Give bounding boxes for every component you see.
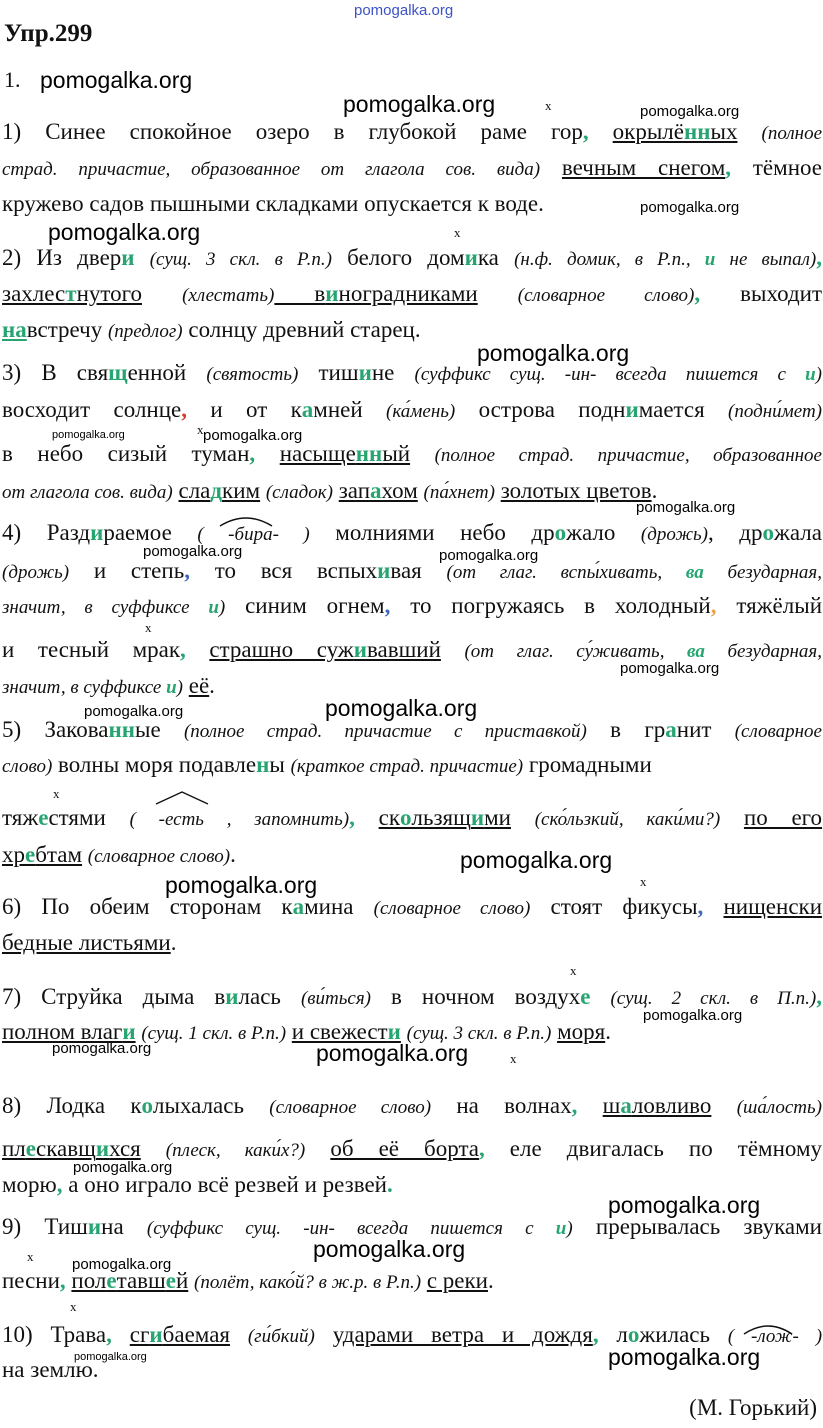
sentence-7-line-2: полном влаги (сущ. 1 скл. в Р.п.) и свежести (сущ. 3 скл. в Р.п.) моря. [2,1019,611,1044]
sentence-3-line-3: в небо сизый туман, насыщенный (полное страд. причастие, образованное [2,441,822,466]
sentence-9-line-1: 9) Тишина (суффикс сущ. -ин- всегда пишется с и) прерывалась звуками [2,1214,822,1239]
watermark: pomogalka.org [316,1040,469,1066]
sentence-5-line-4: хребтам (словарное слово). [2,842,236,867]
watermark: pomogalka.org [460,847,613,873]
watermark: pomogalka.org [74,1351,147,1363]
watermark: pomogalka.org [52,429,125,441]
sentence-6-line-2: бедные листьями. [2,930,177,955]
part-number: 1. [4,67,21,92]
sentence-10-line-2: на землю. [2,1357,99,1382]
watermark: pomogalka.org [165,872,318,898]
watermark: pomogalka.org [643,1007,743,1024]
sentence-2-line-1: 2) Из двери (сущ. 3 скл. в Р.п.) белого домика (н.ф. домик, в Р.п., и не выпал), [2,245,823,270]
sentence-4-line-1: 4) Раздираемое ( -бира- ) молниями небо дрожало (дрожь), дрожала [2,520,822,545]
watermark: pomogalka.org [84,703,184,720]
sentence-4-line-4: и тесный мрак, страшно суживавший (от глаг. су́живать, ва безударная, [2,637,822,662]
watermark: pomogalka.org [640,199,740,216]
sentence-1-line-2: страд. причастие, образованное от глагола сов. вида) вечным снегом, тёмное [2,155,822,180]
x-mark: x [510,1051,517,1066]
x-mark: x [145,620,152,635]
sentence-10-line-1: 10) Трава, сгибаемая (ги́бкий) ударами ветра и дождя, ложилась ( -лож- ) [2,1322,823,1347]
watermark: pomogalka.org [203,427,303,444]
watermark: pomogalka.org [620,660,720,677]
sentence-1-line-1: 1) Синее спокойное озеро в глубокой раме гор, окрылённых (полное [2,119,823,144]
sentence-9-line-2: песни, полетавшей (полёт, како́й? в ж.р. в Р.п.) с реки. [2,1268,494,1293]
watermark: pomogalka.org [325,695,478,721]
sentence-3-line-1: 3) В священной (святость) тишине (суффикс сущ. -ин- всегда пишется с и) [2,360,822,385]
watermark: pomogalka.org [73,1159,173,1176]
x-mark: x [545,98,552,113]
watermark: pomogalka.org [40,67,193,93]
sentence-5-line-3: тяжестями ( -есть , запомнить), скользящими (ско́льзкий, каки́ми?) по его [2,805,823,830]
sentence-6-line-1: 6) По обеим сторонам камина (словарное слово) стоят фикусы, нищенски [2,894,823,919]
watermark: pomogalka.org [52,1040,152,1057]
x-mark: x [570,963,577,978]
sentence-3-line-4: от глагола сов. вида) сладким (сладок) запахом (па́хнет) золотых цветов. [2,478,658,503]
sentence-5-line-2: слово) волны моря подавлены (краткое страд. причастие) громадными [2,752,652,777]
watermark: pomogalka.org [636,499,736,516]
sentence-2-line-2: захлестнутого (хлестать) виноградниками (словарное слово), выходит [2,281,823,306]
watermark: pomogalka.org [313,1236,466,1262]
sentence-3-line-2: восходит солнце, и от камней (ка́мень) острова поднимается (подни́мет) [2,397,822,422]
sentence-4-line-3: значит, в суффиксе и) синим огнем, то погружаясь в холодный, тяжёлый [2,593,823,618]
watermark: pomogalka.org [343,91,496,117]
x-mark: x [640,874,647,889]
sentence-5-line-1: 5) Закованные (полное страд. причастие с приставкой) в гранит (словарное [2,717,822,742]
sentence-1-line-3: кружево садов пышными складками опускается к воде. [2,191,544,216]
sentence-7-line-1: 7) Струйка дыма вилась (ви́ться) в ночном воздухе (сущ. 2 скл. в П.п.), [2,984,823,1009]
x-mark: x [70,1299,77,1314]
watermark: pomogalka.org [608,1192,761,1218]
x-mark: x [197,422,204,437]
watermark: pomogalka.org [143,543,243,560]
sentence-8-line-1: 8) Лодка колыхалась (словарное слово) на волнах, шаловливо (ша́лость) [2,1093,823,1118]
sentence-4-line-5: значит, в суффиксе и) её. [2,673,215,698]
exercise-title: Упр.299 [4,20,93,47]
watermark: pomogalka.org [608,1344,761,1370]
sentence-8-line-2: плескавщихся (плеск, каки́х?) об её борта, еле двигалась по тёмному [2,1136,823,1161]
watermark: pomogalka.org [439,547,539,564]
author: (М. Горький) [689,1395,817,1420]
watermark: pomogalka.org [48,219,201,245]
sentence-4-line-2: (дрожь) и степь, то вся вспыхивая (от глаг. вспы́хивать, ва безударная, [2,558,822,583]
x-mark: x [454,225,461,240]
watermark: pomogalka.org [72,1256,172,1273]
x-mark: x [53,786,60,801]
watermark: pomogalka.org [477,340,630,366]
watermark-top: pomogalka.org [354,2,454,19]
sentence-8-line-3: морю, а оно играло всё резвей и резвей. [2,1172,393,1197]
sentence-2-line-3: навстречу (предлог) солнцу древний старец. [2,317,421,342]
watermark: pomogalka.org [640,103,740,120]
x-mark: x [27,1249,34,1264]
